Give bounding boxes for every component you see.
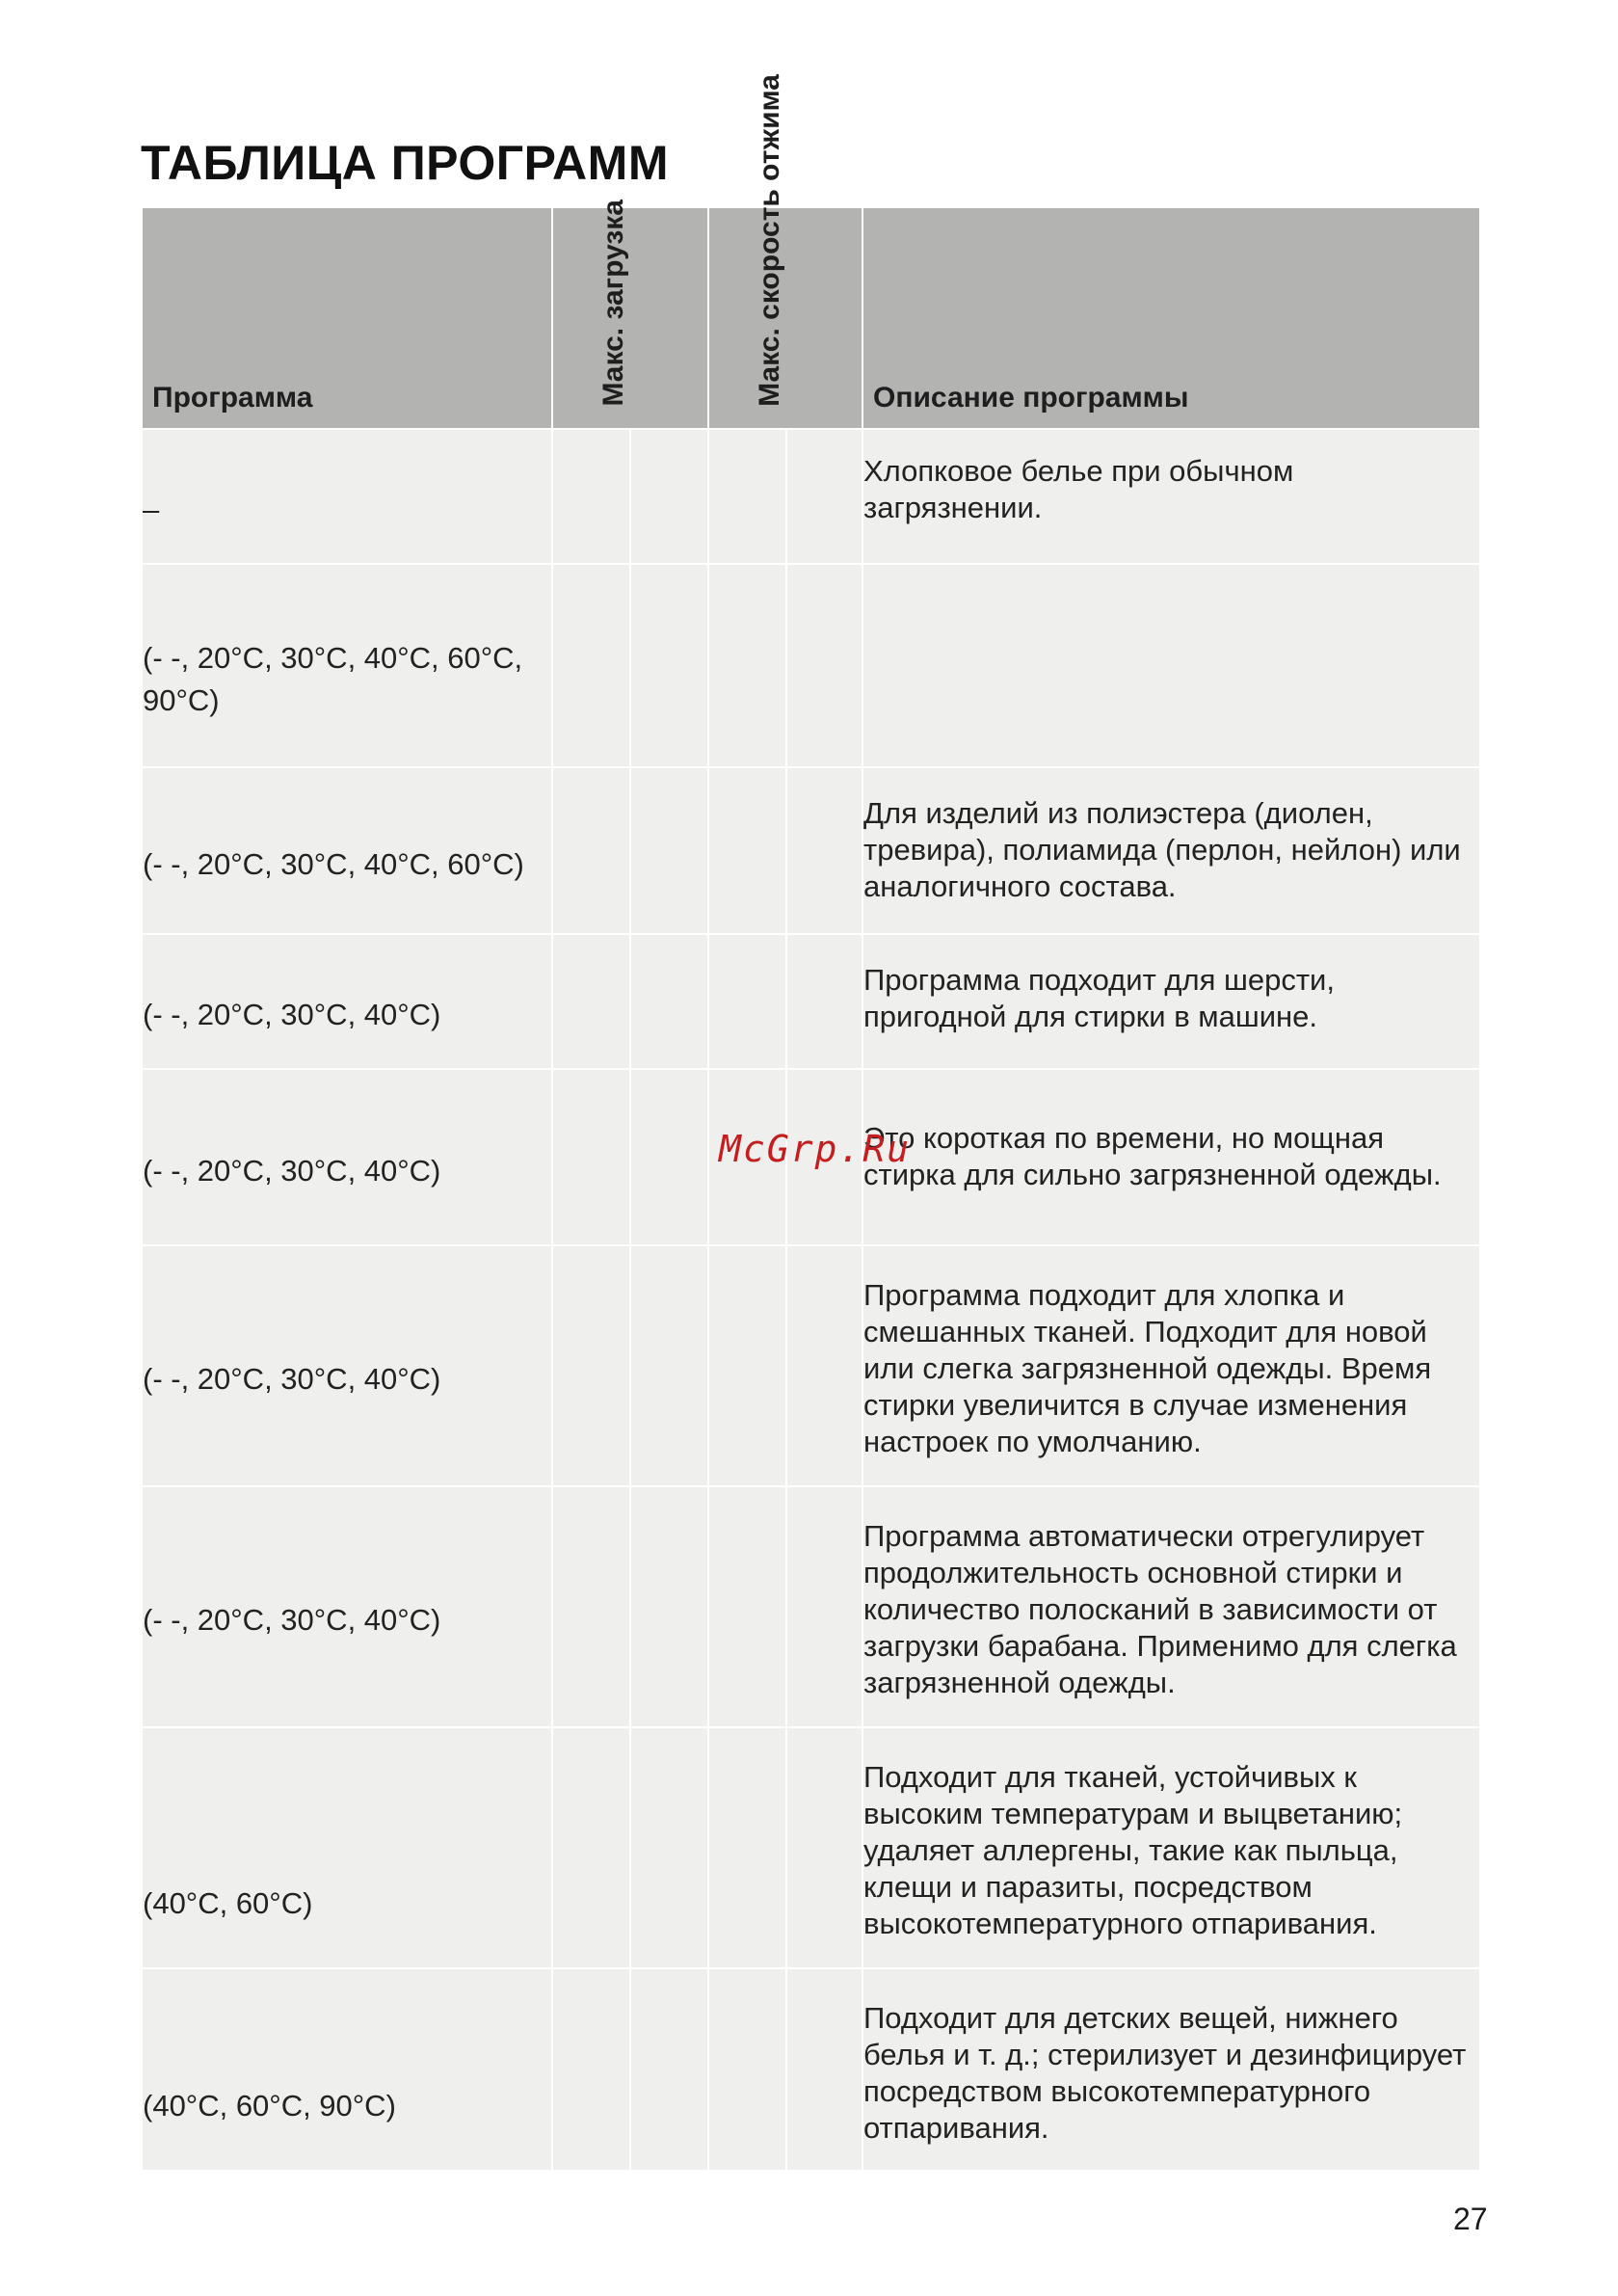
spin-cell <box>786 1968 862 2171</box>
load-cell <box>552 1727 630 1968</box>
table-row <box>142 767 1480 934</box>
page-title: ТАБЛИЦА ПРОГРАММ <box>141 136 669 190</box>
load-cell <box>630 1727 708 1968</box>
load-cell <box>630 1069 708 1245</box>
spin-cell <box>786 429 862 564</box>
spin-cell <box>708 1727 786 1968</box>
description-cell <box>862 564 1480 767</box>
table-header-row <box>142 207 1480 429</box>
program-cell: (- -, 20°C, 30°C, 40°C) <box>142 934 552 1069</box>
spin-cell <box>786 1245 862 1486</box>
description-cell: Программа автоматически отрегулирует продолжительность основной стирки и количество полосканий в зависимости от загрузки барабана. Применимо для слегка загрязненной одежды. <box>862 1486 1480 1727</box>
load-cell <box>552 564 630 767</box>
load-cell <box>630 564 708 767</box>
spin-cell <box>786 934 862 1069</box>
watermark: McGrp.Ru <box>719 1128 912 1170</box>
load-cell <box>630 429 708 564</box>
spin-cell <box>708 564 786 767</box>
description-cell: Это короткая по времени, но мощная стирка для сильно загрязненной одежды. <box>862 1069 1480 1245</box>
description-cell: Для изделий из полиэстера (диолен, тревира), полиамида (перлон, нейлон) или аналогичного состава. <box>862 767 1480 934</box>
page-number: 27 <box>1453 2202 1488 2236</box>
table-row <box>142 564 1480 767</box>
program-cell: – <box>142 429 552 564</box>
program-cell: (- -, 20°C, 30°C, 40°C, 60°C) <box>142 767 552 934</box>
description-cell: Программа подходит для шерсти, пригодной для стирки в машине. <box>862 934 1480 1069</box>
program-cell: (- -, 20°C, 30°C, 40°C) <box>142 1069 552 1245</box>
table-row <box>142 1245 1480 1486</box>
table-row <box>142 1486 1480 1727</box>
header-max-load: Макс. загрузка <box>552 207 708 429</box>
header-max-spin: Макс. скорость отжима <box>708 207 862 429</box>
table-row <box>142 1968 1480 2171</box>
spin-cell <box>708 767 786 934</box>
program-cell: (- -, 20°C, 30°C, 40°C, 60°C, 90°C) <box>142 564 552 767</box>
spin-cell <box>708 1245 786 1486</box>
load-cell <box>630 1968 708 2171</box>
spin-cell <box>708 1968 786 2171</box>
spin-cell <box>786 767 862 934</box>
load-cell <box>552 934 630 1069</box>
spin-cell <box>786 1486 862 1727</box>
description-cell: Подходит для детских вещей, нижнего белья и т. д.; стерилизует и дезинфицирует посредством высокотемпературного отпаривания. <box>862 1968 1480 2171</box>
spin-cell <box>708 429 786 564</box>
description-cell: Хлопковое белье при обычном загрязнении. <box>862 429 1480 564</box>
spin-cell <box>786 564 862 767</box>
spin-cell <box>708 1486 786 1727</box>
table-row <box>142 934 1480 1069</box>
program-cell: (- -, 20°C, 30°C, 40°C) <box>142 1245 552 1486</box>
table-row <box>142 1727 1480 1968</box>
program-cell: (40°C, 60°C, 90°C) <box>142 1968 552 2171</box>
load-cell <box>552 1968 630 2171</box>
load-cell <box>630 934 708 1069</box>
load-cell <box>552 1245 630 1486</box>
header-description: Описание программы <box>862 207 1480 429</box>
program-cell: (- -, 20°C, 30°C, 40°C) <box>142 1486 552 1727</box>
load-cell <box>552 1069 630 1245</box>
load-cell <box>552 767 630 934</box>
description-cell: Подходит для тканей, устойчивых к высоким температурам и выцветанию; удаляет аллергены, такие как пыльца, клещи и паразиты, посредством высокотемпературного отпаривания. <box>862 1727 1480 1968</box>
load-cell <box>630 1245 708 1486</box>
header-program: Программа <box>142 207 552 429</box>
load-cell <box>552 1486 630 1727</box>
spin-cell <box>786 1727 862 1968</box>
load-cell <box>552 429 630 564</box>
description-cell: Программа подходит для хлопка и смешанных тканей. Подходит для новой или слегка загрязненной одежды. Время стирки увеличится в случае изменения настроек по умолчанию. <box>862 1245 1480 1486</box>
spin-cell <box>708 934 786 1069</box>
load-cell <box>630 1486 708 1727</box>
load-cell <box>630 767 708 934</box>
table-row <box>142 429 1480 564</box>
program-cell: (40°C, 60°C) <box>142 1727 552 1968</box>
